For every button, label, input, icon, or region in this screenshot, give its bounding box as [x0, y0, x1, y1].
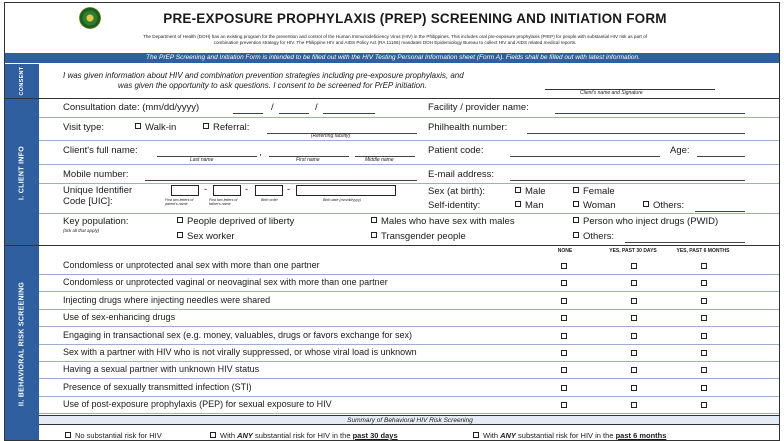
uic-birthdate-field[interactable] [296, 185, 396, 196]
risk-6-months-checkbox[interactable] [701, 298, 707, 304]
client-info-side-label: I. CLIENT INFO [5, 99, 39, 246]
col-30-header: YES, PAST 30 DAYS [609, 248, 657, 254]
prep-form-page: PRE-EXPOSURE PROPHYLAXIS (PREP) SCREENING AND INITIATION FORM The Department of Health (DOH) has an existing program for the prevention and control of the Human Immunodeficiency Virus (HIV) in the Philippines. This includes oral pre-exposure prophylaxis (PrEP) for people with substantial HIV risk as part of combination prevention strategy for HIV. The Philippine HIV and AIDS Policy Act (RA 11166) mandates DOH Epidemiology Bureau to collect HIV and AIDS related medical reports. The PrEP Screening and Initiation Form is intended to be filled out with the HIV Testing Personal Information sheet (Form A). Fields shall be filled out with latest information. CONSENT I was given information about HIV and combination prevention strategies including pre-exposure prophylaxis, and was given the opportunity to ask questions. I consent to be screened for PrEP initiation. Client's name and Signature I. CLIENT INFO Consultation date: (mm/dd/yyyy) / / Facility / provider name: Visit type: Walk-in Referral: (Referring facility) Philhealth number: Client's full name: , Last name First name Middle name Patient code: Age: Mobile number: E-mail address: Unique Identifier Code [UIC]: - - - First two letters of parent's name First two letters of father's name Birth order Birth date (mm/dd/yyyy) Sex (at birth): Male Female Self-identity: Man Woman Others: Key population: (tick all that apply) People deprived of liberty Males who have sex with males Person who inject drugs (PWID) Sex worker Transgender people Others: II. BEHAVIORAL RISK SCREENING NONE YES, PAST 30 DAYS YES, PAST 6 MONTHS Summary of Behavioral HIV Risk Screening No substantial risk for HIV With ANY substantial risk for HIV in the past 30 days With ANY substantial risk for HIV in the past 6 months Condomless or unprotected anal sex with more than one partner Condomless or unprotected vaginal or neovaginal sex with more than one partner Injecting drugs where injecting needles were shared Use of sex-enhancing drugs Engaging in transactional sex (e.g. money, valuables, drugs or favors exchange for sex) Sex with a partner with HIV who is not virally suppressed, or whose viral load is unknown Having a sexual partner with unknown HIV status Presence of sexually transmitted infection (STI) Use of post-exposure prophylaxis (PEP) for sexual exposure to HIV [4, 2, 780, 441]
risk-30-days-checkbox[interactable] [631, 280, 637, 286]
uic-birth-order-field[interactable] [255, 185, 283, 196]
risk-none-checkbox[interactable] [561, 263, 567, 269]
risk-row-label: Use of post-exposure prophylaxis (PEP) for sexual exposure to HIV [63, 399, 332, 410]
risk-row-label: Use of sex-enhancing drugs [63, 312, 176, 323]
intro-line-1: The Department of Health (DOH) has an existing program for the prevention and control of the Human Immunodeficiency Virus (HIV) in the Philippines. This includes oral pre-exposure prophylaxis (PrEP) for people with substantial HIV risk as part of [143, 34, 647, 39]
female-checkbox[interactable] [573, 187, 579, 193]
date-month-field[interactable] [233, 113, 263, 114]
woman-checkbox[interactable] [573, 201, 579, 207]
patient-code-label: Patient code: [428, 145, 484, 156]
risk-none-checkbox[interactable] [561, 402, 567, 408]
risk-30-days-checkbox[interactable] [631, 367, 637, 373]
date-day-field[interactable] [279, 113, 309, 114]
risk-row-label: Having a sexual partner with unknown HIV status [63, 364, 260, 375]
risk-6-months-checkbox[interactable] [701, 280, 707, 286]
risk-6-months-checkbox[interactable] [701, 350, 707, 356]
summary-header: Summary of Behavioral HIV Risk Screening [39, 415, 780, 425]
col-6m-header: YES, PAST 6 MONTHS [676, 248, 730, 254]
referral-checkbox[interactable] [203, 123, 209, 129]
summary-30-checkbox[interactable] [210, 432, 216, 438]
full-name-label: Client's full name: [63, 145, 138, 156]
risk-side-label: II. BEHAVIORAL RISK SCREENING [5, 246, 39, 441]
risk-row-label: Condomless or unprotected anal sex with more than one partner [63, 260, 320, 270]
consent-side-label: CONSENT [5, 64, 39, 98]
risk-6-months-checkbox[interactable] [701, 402, 707, 408]
male-checkbox[interactable] [515, 187, 521, 193]
risk-30-days-checkbox[interactable] [631, 402, 637, 408]
kp-pwid-option[interactable]: Person who inject drugs (PWID) [573, 216, 718, 227]
mobile-field[interactable] [145, 180, 417, 181]
risk-none-checkbox[interactable] [561, 298, 567, 304]
risk-6-months-checkbox[interactable] [701, 333, 707, 339]
risk-none-checkbox[interactable] [561, 333, 567, 339]
risk-none-checkbox[interactable] [561, 315, 567, 321]
risk-row-label: Sex with a partner with HIV who is not virally suppressed, or whose viral load is unknown [63, 347, 417, 357]
walk-in-checkbox[interactable] [135, 123, 141, 129]
intro-text [45, 34, 745, 46]
risk-30-days-checkbox[interactable] [631, 385, 637, 391]
woman-option[interactable]: Woman [573, 200, 616, 211]
risk-6-months-checkbox[interactable] [701, 367, 707, 373]
age-label: Age: [670, 145, 690, 156]
uic-mother-field[interactable] [171, 185, 199, 196]
risk-row-label: Injecting drugs where injecting needles were shared [63, 294, 271, 305]
self-identity-others-checkbox[interactable] [643, 201, 649, 207]
self-identity-others-option[interactable]: Others: [643, 200, 684, 211]
uic-label: Unique Identifier Code [UIC]: [63, 185, 133, 207]
risk-6-months-checkbox[interactable] [701, 315, 707, 321]
age-field[interactable] [697, 156, 745, 157]
philhealth-field[interactable] [527, 133, 745, 134]
risk-30-days-checkbox[interactable] [631, 315, 637, 321]
kp-transgender-checkbox[interactable] [371, 232, 377, 238]
kp-liberty-option[interactable]: People deprived of liberty [177, 216, 294, 227]
risk-6-months-checkbox[interactable] [701, 263, 707, 269]
sex-at-birth-label: Sex (at birth): [428, 186, 486, 197]
summary-6m-option[interactable]: With ANY substantial risk for HIV in the past 6 months [473, 431, 666, 440]
self-identity-label: Self-identity: [428, 200, 481, 211]
consultation-date-label: Consultation date: (mm/dd/yyyy) [63, 102, 200, 113]
kp-transgender-option[interactable]: Transgender people [371, 231, 466, 242]
kp-sex-worker-option[interactable]: Sex worker [177, 231, 235, 242]
facility-label: Facility / provider name: [428, 102, 529, 113]
risk-row-label: Presence of sexually transmitted infection (STI) [63, 381, 252, 392]
walk-in-option[interactable]: Walk-in [135, 122, 176, 133]
risk-row-label: Engaging in transactional sex (e.g. money, valuables, drugs or favors exchange for sex) [63, 329, 413, 340]
summary-6m-checkbox[interactable] [473, 432, 479, 438]
kp-pwid-checkbox[interactable] [573, 217, 579, 223]
form-title: PRE-EXPOSURE PROPHYLAXIS (PREP) SCREENING AND INITIATION FORM [163, 11, 667, 26]
summary-30-option[interactable]: With ANY substantial risk for HIV in the past 30 days [210, 431, 398, 440]
risk-none-checkbox[interactable] [561, 350, 567, 356]
philhealth-label: Philhealth number: [428, 122, 508, 133]
male-option[interactable]: Male [515, 186, 546, 197]
summary-none-checkbox[interactable] [65, 432, 71, 438]
intro-line-2: combination prevention strategy for HIV. The Philippine HIV and AIDS Policy Act (RA 11166) mandates DOH Epidemiology Bureau to collect HIV and AIDS related medical reports. [213, 40, 577, 45]
risk-none-checkbox[interactable] [561, 280, 567, 286]
col-none-header: NONE [557, 248, 573, 254]
visit-type-label: Visit type: [63, 122, 105, 133]
risk-none-checkbox[interactable] [561, 367, 567, 373]
form-header [5, 3, 780, 35]
summary-none-option[interactable]: No substantial risk for HIV [65, 431, 162, 440]
email-label: E-mail address: [428, 169, 494, 180]
referral-option[interactable]: Referral: [203, 122, 249, 133]
mobile-label: Mobile number: [63, 169, 129, 180]
risk-row-label: Condomless or unprotected vaginal or neovaginal sex with more than one partner [63, 277, 388, 288]
man-checkbox[interactable] [515, 201, 521, 207]
instruction-banner: The PrEP Screening and Initiation Form is intended to be filled out with the HIV Testing Personal Information sheet (Form A). Fields shall be filled out with latest information. [5, 53, 780, 63]
kp-sex-worker-checkbox[interactable] [177, 232, 183, 238]
kp-liberty-checkbox[interactable] [177, 217, 183, 223]
female-option[interactable]: Female [573, 186, 615, 197]
risk-30-days-checkbox[interactable] [631, 333, 637, 339]
email-field[interactable] [510, 180, 745, 181]
uic-father-field[interactable] [213, 185, 241, 196]
risk-30-days-checkbox[interactable] [631, 350, 637, 356]
risk-6-months-checkbox[interactable] [701, 385, 707, 391]
kp-msm-checkbox[interactable] [371, 217, 377, 223]
man-option[interactable]: Man [515, 200, 543, 211]
date-year-field[interactable] [323, 113, 375, 114]
key-population-label: Key population: [63, 216, 129, 227]
risk-30-days-checkbox[interactable] [631, 263, 637, 269]
doh-seal-icon [79, 7, 101, 29]
kp-msm-option[interactable]: Males who have sex with males [371, 216, 515, 227]
patient-code-field[interactable] [510, 156, 660, 157]
risk-none-checkbox[interactable] [561, 385, 567, 391]
consent-text: I was given information about HIV and combination prevention strategies including pre-exposure prophylaxis, and was given the opportunity to ask questions. I consent to be screened for PrEP initiation. [63, 71, 464, 90]
signature-label: Client's name and Signature [580, 90, 643, 96]
risk-30-days-checkbox[interactable] [631, 298, 637, 304]
kp-others-field[interactable] [625, 242, 745, 243]
facility-field[interactable] [555, 113, 745, 114]
kp-others-checkbox[interactable] [573, 232, 579, 238]
self-identity-others-field[interactable] [695, 211, 745, 212]
kp-others-option[interactable]: Others: [573, 231, 614, 242]
